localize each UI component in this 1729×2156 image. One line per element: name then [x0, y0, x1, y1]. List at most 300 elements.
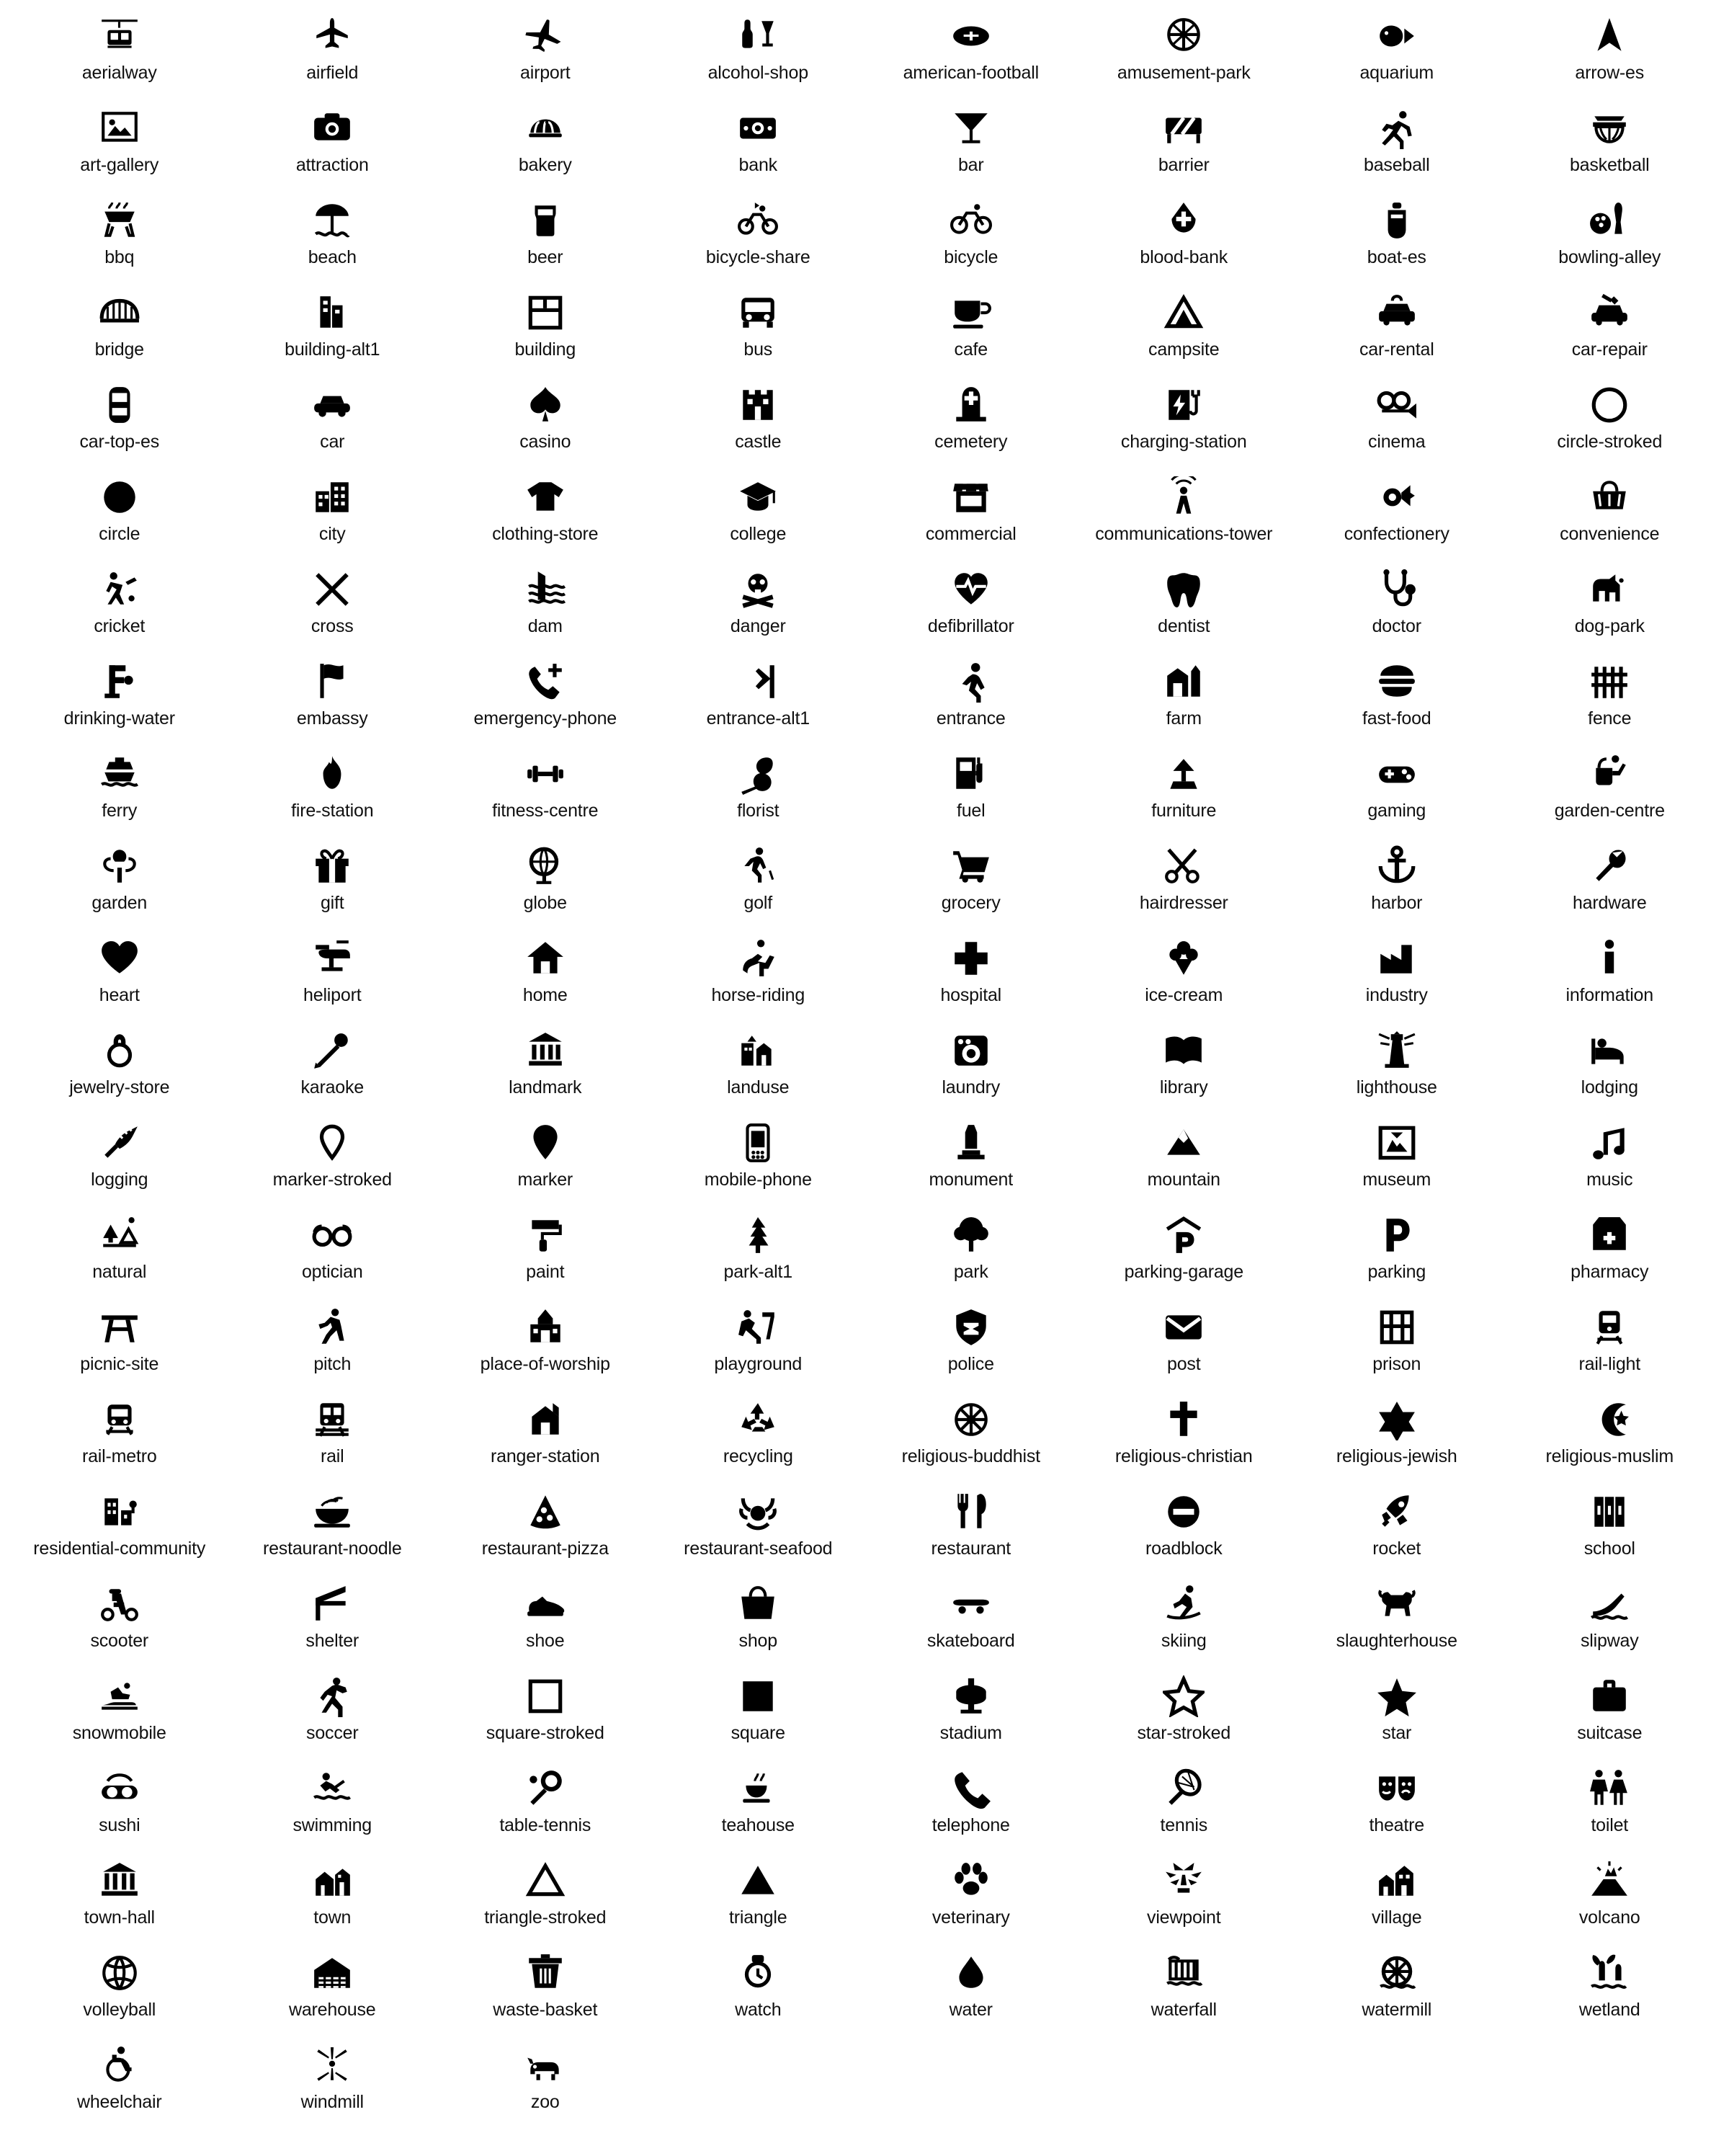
icon-cell-pitch[interactable]: [226, 1297, 439, 1389]
skateboard-icon: [864, 1578, 1078, 1630]
icon-cell-garden[interactable]: [13, 836, 226, 928]
icon-cell-suitcase[interactable]: [1504, 1666, 1717, 1758]
icon-cell-karaoke[interactable]: [226, 1020, 439, 1113]
icon-label: rocket: [1372, 1538, 1421, 1559]
icon-cell-arrow-es[interactable]: [1504, 6, 1717, 98]
icon-label: bowling-alley: [1558, 247, 1661, 267]
icon-cell-heart[interactable]: [13, 928, 226, 1020]
icon-cell-golf[interactable]: [652, 836, 865, 928]
teahouse-icon: [652, 1763, 865, 1814]
icon-cell-religious-christian[interactable]: [1078, 1389, 1291, 1482]
icon-label: wetland: [1578, 2000, 1640, 2020]
icon-cell-cinema[interactable]: [1290, 375, 1504, 467]
icon-cell-furniture[interactable]: [1078, 744, 1291, 836]
icon-cell-fuel[interactable]: [864, 744, 1078, 836]
icon-cell-village[interactable]: [1290, 1850, 1504, 1943]
icon-label: picnic-site: [80, 1354, 159, 1374]
rail-icon: [226, 1394, 439, 1446]
icon-cell-bicycle[interactable]: [864, 190, 1078, 282]
picnic-site-icon: [13, 1301, 226, 1353]
convenience-icon: [1504, 471, 1717, 523]
icon-label: dentist: [1158, 616, 1210, 636]
icon-cell-bowling-alley[interactable]: [1504, 190, 1717, 282]
icon-cell-bar[interactable]: [864, 98, 1078, 190]
icon-cell-city[interactable]: [226, 467, 439, 559]
icon-cell-shoe[interactable]: [439, 1574, 652, 1666]
post-icon: [1078, 1301, 1291, 1353]
car-top-es-icon: [13, 379, 226, 431]
icon-cell-skateboard[interactable]: [864, 1574, 1078, 1666]
icon-cell-waste-basket[interactable]: [439, 1943, 652, 2035]
natural-icon: [13, 1209, 226, 1261]
icon-cell-triangle-stroked[interactable]: [439, 1850, 652, 1943]
karaoke-icon: [226, 1025, 439, 1077]
icon-cell-rail[interactable]: [226, 1389, 439, 1482]
icon-cell-defibrillator[interactable]: [864, 559, 1078, 651]
icon-cell-shelter[interactable]: [226, 1574, 439, 1666]
icon-label: warehouse: [288, 2000, 376, 2020]
icon-cell-square[interactable]: [652, 1666, 865, 1758]
icon-cell-parking-garage[interactable]: [1078, 1205, 1291, 1297]
icon-cell-bus[interactable]: [652, 282, 865, 375]
logging-icon: [13, 1117, 226, 1169]
icon-cell-aerialway[interactable]: [13, 6, 226, 98]
icon-cell-hospital[interactable]: [864, 928, 1078, 1020]
icon-cell-wheelchair[interactable]: [13, 2035, 226, 2127]
icon-cell-ranger-station[interactable]: [439, 1389, 652, 1482]
fuel-icon: [864, 748, 1078, 800]
icon-label: cemetery: [934, 432, 1008, 452]
viewpoint-icon: [1078, 1855, 1291, 1907]
icon-cell-volleyball[interactable]: [13, 1943, 226, 2035]
icon-label: city: [318, 524, 346, 544]
icon-cell-rail-metro[interactable]: [13, 1389, 226, 1482]
icon-label: toilet: [1591, 1815, 1629, 1835]
icon-cell-entrance[interactable]: [864, 651, 1078, 744]
icon-cell-rail-light[interactable]: [1504, 1297, 1717, 1389]
icon-cell-windmill[interactable]: [226, 2035, 439, 2127]
icon-cell-danger[interactable]: [652, 559, 865, 651]
icon-cell-watermill[interactable]: [1290, 1943, 1504, 2035]
icon-label: religious-muslim: [1545, 1446, 1674, 1466]
icon-label: town-hall: [84, 1907, 155, 1928]
icon-cell-barrier[interactable]: [1078, 98, 1291, 190]
religious-christian-icon: [1078, 1394, 1291, 1446]
icon-cell-bbq[interactable]: [13, 190, 226, 282]
icon-cell-alcohol-shop[interactable]: [652, 6, 865, 98]
icon-label: heart: [99, 985, 140, 1005]
icon-label: museum: [1362, 1170, 1431, 1190]
icon-cell-bicycle-share[interactable]: [652, 190, 865, 282]
icon-cell-square-stroked[interactable]: [439, 1666, 652, 1758]
icon-label: village: [1372, 1907, 1422, 1928]
icon-cell-globe[interactable]: [439, 836, 652, 928]
icon-label: religious-jewish: [1336, 1446, 1457, 1466]
icon-label: industry: [1365, 985, 1428, 1005]
icon-cell-embassy[interactable]: [226, 651, 439, 744]
hairdresser-icon: [1078, 840, 1291, 892]
icon-cell-tennis[interactable]: [1078, 1758, 1291, 1850]
icon-label: rail-light: [1578, 1354, 1641, 1374]
icon-cell-home[interactable]: [439, 928, 652, 1020]
icon-cell-amusement-park[interactable]: [1078, 6, 1291, 98]
icon-label: car-top-es: [79, 432, 160, 452]
icon-label: teahouse: [721, 1815, 795, 1835]
garden-icon: [13, 840, 226, 892]
icon-label: mobile-phone: [704, 1170, 812, 1190]
icon-cell-heliport[interactable]: [226, 928, 439, 1020]
bridge-icon: [13, 287, 226, 339]
icon-cell-marker[interactable]: [439, 1113, 652, 1205]
icon-cell-place-of-worship[interactable]: [439, 1297, 652, 1389]
windmill-icon: [226, 2039, 439, 2091]
icon-label: boat-es: [1367, 247, 1426, 267]
icon-label: horse-riding: [711, 985, 805, 1005]
icon-cell-car-top-es[interactable]: [13, 375, 226, 467]
icon-label: florist: [737, 801, 779, 821]
beer-icon: [439, 195, 652, 246]
icon-label: garden-centre: [1554, 801, 1665, 821]
icon-cell-optician[interactable]: [226, 1205, 439, 1297]
icon-cell-doctor[interactable]: [1290, 559, 1504, 651]
icon-cell-emergency-phone[interactable]: [439, 651, 652, 744]
icon-label: cafe: [954, 339, 988, 360]
icon-cell-wetland[interactable]: [1504, 1943, 1717, 2035]
icon-cell-basketball[interactable]: [1504, 98, 1717, 190]
icon-cell-circle[interactable]: [13, 467, 226, 559]
icon-cell-music[interactable]: [1504, 1113, 1717, 1205]
icon-cell-picnic-site[interactable]: [13, 1297, 226, 1389]
icon-cell-roadblock[interactable]: [1078, 1482, 1291, 1574]
icon-label: golf: [743, 893, 772, 913]
icon-cell-snowmobile[interactable]: [13, 1666, 226, 1758]
icon-label: place-of-worship: [480, 1354, 610, 1374]
icon-label: rail: [320, 1446, 344, 1466]
icon-cell-florist[interactable]: [652, 744, 865, 836]
icon-cell-stadium[interactable]: [864, 1666, 1078, 1758]
dentist-icon: [1078, 564, 1291, 615]
icon-cell-building-alt1[interactable]: [226, 282, 439, 375]
icon-cell-post[interactable]: [1078, 1297, 1291, 1389]
icon-cell-logging[interactable]: [13, 1113, 226, 1205]
icon-label: building-alt1: [285, 339, 380, 360]
icon-label: heliport: [303, 985, 362, 1005]
icon-cell-building[interactable]: [439, 282, 652, 375]
icon-cell-car[interactable]: [226, 375, 439, 467]
icon-cell-american-football[interactable]: [864, 6, 1078, 98]
icon-cell-ice-cream[interactable]: [1078, 928, 1291, 1020]
home-icon: [439, 932, 652, 984]
icon-cell-town[interactable]: [226, 1850, 439, 1943]
icon-label: pitch: [313, 1354, 352, 1374]
jewelry-store-icon: [13, 1025, 226, 1077]
icon-cell-recycling[interactable]: [652, 1389, 865, 1482]
icon-cell-convenience[interactable]: [1504, 467, 1717, 559]
icon-label: skiing: [1161, 1631, 1207, 1651]
icon-label: bicycle-share: [705, 247, 810, 267]
icon-cell-laundry[interactable]: [864, 1020, 1078, 1113]
icon-label: entrance-alt1: [706, 708, 810, 729]
hospital-icon: [864, 932, 1078, 984]
icon-cell-playground[interactable]: [652, 1297, 865, 1389]
icon-label: dog-park: [1574, 616, 1645, 636]
icon-label: commercial: [925, 524, 1017, 544]
icon-cell-library[interactable]: [1078, 1020, 1291, 1113]
icon-cell-beer[interactable]: [439, 190, 652, 282]
alcohol-shop-icon: [652, 10, 865, 62]
icon-cell-hardware[interactable]: [1504, 836, 1717, 928]
icon-cell-religious-buddhist[interactable]: [864, 1389, 1078, 1482]
icon-label: danger: [730, 616, 786, 636]
icon-cell-restaurant-seafood[interactable]: [652, 1482, 865, 1574]
icon-cell-paint[interactable]: [439, 1205, 652, 1297]
icon-cell-religious-jewish[interactable]: [1290, 1389, 1504, 1482]
icon-cell-drinking-water[interactable]: [13, 651, 226, 744]
icon-cell-star[interactable]: [1290, 1666, 1504, 1758]
horse-riding-icon: [652, 932, 865, 984]
icon-label: bakery: [518, 155, 572, 175]
icon-cell-marker-stroked[interactable]: [226, 1113, 439, 1205]
icon-cell-park-alt1[interactable]: [652, 1205, 865, 1297]
icon-cell-water[interactable]: [864, 1943, 1078, 2035]
watermill-icon: [1290, 1947, 1504, 1999]
golf-icon: [652, 840, 865, 892]
icon-cell-baseball[interactable]: [1290, 98, 1504, 190]
icon-cell-art-gallery[interactable]: [13, 98, 226, 190]
icon-cell-cemetery[interactable]: [864, 375, 1078, 467]
icon-cell-bridge[interactable]: [13, 282, 226, 375]
icon-cell-industry[interactable]: [1290, 928, 1504, 1020]
icon-label: theatre: [1369, 1815, 1424, 1835]
star-icon: [1290, 1670, 1504, 1722]
blood-bank-icon: [1078, 195, 1291, 246]
icon-cell-table-tennis[interactable]: [439, 1758, 652, 1850]
icon-cell-campsite[interactable]: [1078, 282, 1291, 375]
icon-cell-viewpoint[interactable]: [1078, 1850, 1291, 1943]
icon-label: roadblock: [1145, 1538, 1223, 1559]
icon-cell-restaurant-pizza[interactable]: [439, 1482, 652, 1574]
icon-cell-veterinary[interactable]: [864, 1850, 1078, 1943]
rail-metro-icon: [13, 1394, 226, 1446]
icon-cell-shop[interactable]: [652, 1574, 865, 1666]
icon-cell-entrance-alt1[interactable]: [652, 651, 865, 744]
town-hall-icon: [13, 1855, 226, 1907]
icon-cell-police[interactable]: [864, 1297, 1078, 1389]
aerialway-icon: [13, 10, 226, 62]
campsite-icon: [1078, 287, 1291, 339]
icon-cell-airfield[interactable]: [226, 6, 439, 98]
icon-cell-restaurant-noodle[interactable]: [226, 1482, 439, 1574]
icon-label: post: [1167, 1354, 1201, 1374]
icon-cell-college[interactable]: [652, 467, 865, 559]
icon-cell-aquarium[interactable]: [1290, 6, 1504, 98]
icon-cell-zoo[interactable]: [439, 2035, 652, 2127]
icon-cell-bakery[interactable]: [439, 98, 652, 190]
icon-cell-blood-bank[interactable]: [1078, 190, 1291, 282]
icon-cell-town-hall[interactable]: [13, 1850, 226, 1943]
icon-cell-farm[interactable]: [1078, 651, 1291, 744]
icon-cell-ferry[interactable]: [13, 744, 226, 836]
icon-label: pharmacy: [1571, 1262, 1649, 1282]
icon-cell-scooter[interactable]: [13, 1574, 226, 1666]
bakery-icon: [439, 102, 652, 154]
icon-cell-confectionery[interactable]: [1290, 467, 1504, 559]
paint-icon: [439, 1209, 652, 1261]
icon-cell-teahouse[interactable]: [652, 1758, 865, 1850]
icon-cell-lodging[interactable]: [1504, 1020, 1717, 1113]
icon-cell-charging-station[interactable]: [1078, 375, 1291, 467]
icon-cell-soccer[interactable]: [226, 1666, 439, 1758]
volleyball-icon: [13, 1947, 226, 1999]
icon-cell-commercial[interactable]: [864, 467, 1078, 559]
icon-label: scooter: [90, 1631, 149, 1651]
icon-label: fast-food: [1362, 708, 1431, 729]
icon-cell-mountain[interactable]: [1078, 1113, 1291, 1205]
monument-icon: [864, 1117, 1078, 1169]
icon-cell-restaurant[interactable]: [864, 1482, 1078, 1574]
icon-label: wheelchair: [76, 2092, 162, 2112]
icon-cell-slaughterhouse[interactable]: [1290, 1574, 1504, 1666]
icon-cell-beach[interactable]: [226, 190, 439, 282]
icon-cell-fire-station[interactable]: [226, 744, 439, 836]
icon-cell-museum[interactable]: [1290, 1113, 1504, 1205]
icon-cell-fitness-centre[interactable]: [439, 744, 652, 836]
icon-cell-triangle[interactable]: [652, 1850, 865, 1943]
icon-cell-grocery[interactable]: [864, 836, 1078, 928]
airfield-icon: [226, 10, 439, 62]
icon-cell-fast-food[interactable]: [1290, 651, 1504, 744]
icon-cell-mobile-phone[interactable]: [652, 1113, 865, 1205]
icon-cell-parking[interactable]: [1290, 1205, 1504, 1297]
icon-cell-religious-muslim[interactable]: [1504, 1389, 1717, 1482]
icon-cell-gaming[interactable]: [1290, 744, 1504, 836]
icon-label: paint: [526, 1262, 565, 1282]
icon-label: restaurant-pizza: [481, 1538, 609, 1559]
icon-cell-natural[interactable]: [13, 1205, 226, 1297]
icon-label: library: [1159, 1077, 1208, 1097]
icon-cell-castle[interactable]: [652, 375, 865, 467]
icon-cell-harbor[interactable]: [1290, 836, 1504, 928]
icon-label: embassy: [296, 708, 368, 729]
icon-cell-monument[interactable]: [864, 1113, 1078, 1205]
heliport-icon: [226, 932, 439, 984]
icon-cell-star-stroked[interactable]: [1078, 1666, 1291, 1758]
castle-icon: [652, 379, 865, 431]
icon-label: rail-metro: [81, 1446, 157, 1466]
defibrillator-icon: [864, 564, 1078, 615]
icon-cell-bank[interactable]: [652, 98, 865, 190]
icon-label: beer: [527, 247, 563, 267]
icon-cell-car-rental[interactable]: [1290, 282, 1504, 375]
icon-label: slipway: [1580, 1631, 1639, 1651]
icon-label: windmill: [300, 2092, 364, 2112]
icon-label: natural: [92, 1262, 147, 1282]
icon-cell-warehouse[interactable]: [226, 1943, 439, 2035]
icon-cell-dentist[interactable]: [1078, 559, 1291, 651]
icon-cell-information[interactable]: [1504, 928, 1717, 1020]
icon-cell-attraction[interactable]: [226, 98, 439, 190]
icon-cell-swimming[interactable]: [226, 1758, 439, 1850]
icon-cell-rocket[interactable]: [1290, 1482, 1504, 1574]
icon-cell-telephone[interactable]: [864, 1758, 1078, 1850]
boat-es-icon: [1290, 195, 1504, 246]
icon-label: snowmobile: [72, 1723, 166, 1743]
slaughterhouse-icon: [1290, 1578, 1504, 1630]
baseball-icon: [1290, 102, 1504, 154]
icon-label: triangle: [729, 1907, 787, 1928]
icon-label: emergency-phone: [473, 708, 617, 729]
icon-cell-car-repair[interactable]: [1504, 282, 1717, 375]
icon-label: watermill: [1362, 2000, 1432, 2020]
icon-cell-volcano[interactable]: [1504, 1850, 1717, 1943]
icon-cell-prison[interactable]: [1290, 1297, 1504, 1389]
icon-cell-dam[interactable]: [439, 559, 652, 651]
emergency-phone-icon: [439, 656, 652, 708]
icon-cell-hairdresser[interactable]: [1078, 836, 1291, 928]
icon-cell-landuse[interactable]: [652, 1020, 865, 1113]
toilet-icon: [1504, 1763, 1717, 1814]
icon-label: prison: [1372, 1354, 1421, 1374]
furniture-icon: [1078, 748, 1291, 800]
icon-cell-waterfall[interactable]: [1078, 1943, 1291, 2035]
icon-cell-watch[interactable]: [652, 1943, 865, 2035]
florist-icon: [652, 748, 865, 800]
icon-cell-cross[interactable]: [226, 559, 439, 651]
icon-cell-skiing[interactable]: [1078, 1574, 1291, 1666]
icon-cell-residential-community[interactable]: [13, 1482, 226, 1574]
icon-cell-garden-centre[interactable]: [1504, 744, 1717, 836]
icon-label: gaming: [1367, 801, 1426, 821]
icon-label: farm: [1166, 708, 1202, 729]
icon-cell-casino[interactable]: [439, 375, 652, 467]
icon-label: volleyball: [83, 2000, 156, 2020]
icon-cell-boat-es[interactable]: [1290, 190, 1504, 282]
icon-cell-circle-stroked[interactable]: [1504, 375, 1717, 467]
icon-cell-sushi[interactable]: [13, 1758, 226, 1850]
icon-cell-clothing-store[interactable]: [439, 467, 652, 559]
park-alt1-icon: [652, 1209, 865, 1261]
icon-cell-park[interactable]: [864, 1205, 1078, 1297]
library-icon: [1078, 1025, 1291, 1077]
icon-cell-lighthouse[interactable]: [1290, 1020, 1504, 1113]
icon-cell-landmark[interactable]: [439, 1020, 652, 1113]
icon-cell-school[interactable]: [1504, 1482, 1717, 1574]
icon-cell-gift[interactable]: [226, 836, 439, 928]
swimming-icon: [226, 1763, 439, 1814]
icon-cell-dog-park[interactable]: [1504, 559, 1717, 651]
icon-cell-theatre[interactable]: [1290, 1758, 1504, 1850]
icon-label: convenience: [1560, 524, 1660, 544]
icon-label: square: [731, 1723, 785, 1743]
icon-cell-jewelry-store[interactable]: [13, 1020, 226, 1113]
icon-cell-fence[interactable]: [1504, 651, 1717, 744]
icon-cell-cafe[interactable]: [864, 282, 1078, 375]
icon-cell-cricket[interactable]: [13, 559, 226, 651]
icon-cell-slipway[interactable]: [1504, 1574, 1717, 1666]
icon-cell-pharmacy[interactable]: [1504, 1205, 1717, 1297]
religious-jewish-icon: [1290, 1394, 1504, 1446]
icon-cell-communications-tower[interactable]: [1078, 467, 1291, 559]
telephone-icon: [864, 1763, 1078, 1814]
icon-cell-toilet[interactable]: [1504, 1758, 1717, 1850]
bbq-icon: [13, 195, 226, 246]
icon-cell-airport[interactable]: [439, 6, 652, 98]
village-icon: [1290, 1855, 1504, 1907]
icon-cell-horse-riding[interactable]: [652, 928, 865, 1020]
icon-label: drinking-water: [63, 708, 175, 729]
building-alt1-icon: [226, 287, 439, 339]
bar-icon: [864, 102, 1078, 154]
